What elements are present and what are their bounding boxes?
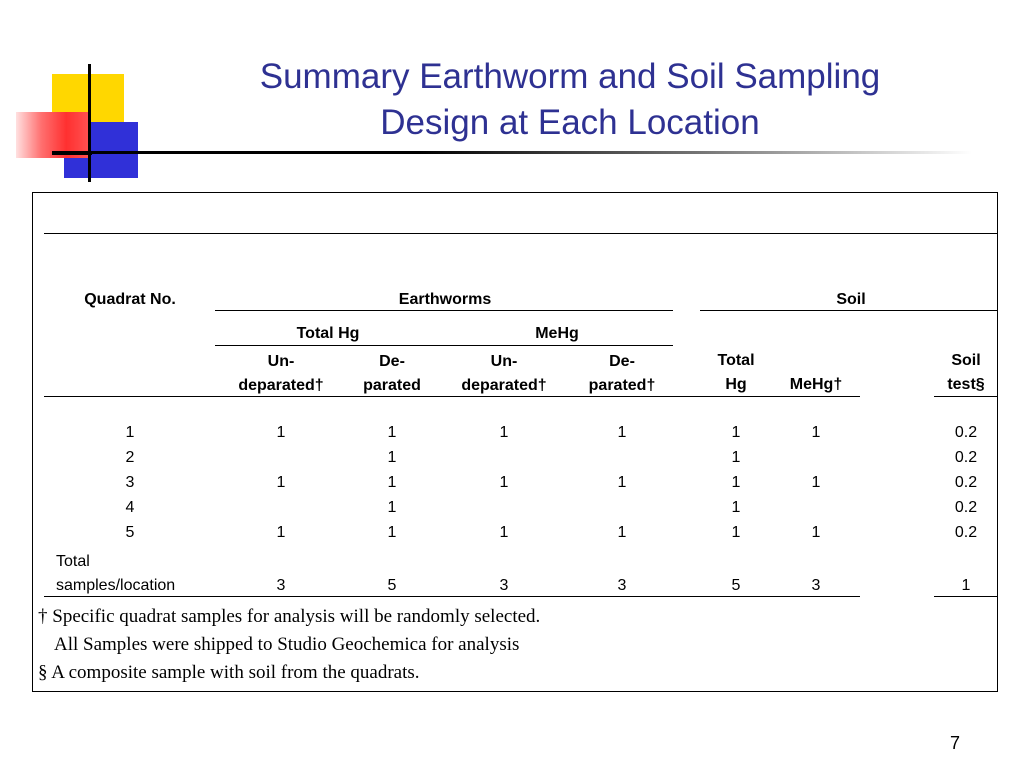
header-de-parated-2b: parated† xyxy=(588,377,656,394)
soil-underline xyxy=(700,310,998,311)
header-un-deparated-2b: deparated† xyxy=(461,377,547,394)
cell-thg-de: 1 xyxy=(387,424,397,441)
header-de-parated-1b: parated xyxy=(363,377,421,394)
header-soil-mehg: MeHg† xyxy=(789,376,843,393)
header-de-parated-1a: De- xyxy=(379,353,405,370)
earthworms-underline xyxy=(215,310,673,311)
cell-thg-de: 1 xyxy=(387,474,397,491)
cell-mehg-un: 1 xyxy=(499,474,509,491)
footnote-dagger: † Specific quadrat samples for analysis will be randomly selected. xyxy=(38,606,541,627)
cell-soil-thg: 1 xyxy=(731,499,741,516)
footnote-section: § A composite sample with soil from the quadrats. xyxy=(38,662,420,683)
header-bottom-rule-soiltest xyxy=(934,396,998,397)
cell-quadrat: 5 xyxy=(125,524,135,541)
total-label-b: samples/location xyxy=(56,577,176,594)
footnote-shipping: All Samples were shipped to Studio Geochemica for analysis xyxy=(54,634,520,655)
cell-thg-de: 1 xyxy=(387,524,397,541)
title-line-1: Summary Earthworm and Soil Sampling xyxy=(259,57,881,96)
total-soil-test: 1 xyxy=(961,577,971,594)
cell-soil-test: 0.2 xyxy=(954,499,978,516)
cell-soil-thg: 1 xyxy=(731,474,741,491)
cell-soil-thg: 1 xyxy=(731,524,741,541)
total-label-a: Total xyxy=(56,553,90,570)
total-soil-mehg: 3 xyxy=(811,577,821,594)
total-mehg-un: 3 xyxy=(499,577,509,594)
cell-mehg-de: 1 xyxy=(617,524,627,541)
cell-thg-un: 1 xyxy=(276,524,286,541)
header-soil-test-a: Soil xyxy=(951,352,981,369)
header-un-deparated-2a: Un- xyxy=(490,353,518,370)
cell-thg-un: 1 xyxy=(276,424,286,441)
cell-soil-mehg: 1 xyxy=(811,524,821,541)
header-soil-test-b: test§ xyxy=(947,376,985,393)
header-de-parated-2a: De- xyxy=(609,353,635,370)
cell-quadrat: 4 xyxy=(125,499,135,516)
cell-thg-un: 1 xyxy=(276,474,286,491)
cell-mehg-un: 1 xyxy=(499,424,509,441)
cell-soil-thg: 1 xyxy=(731,424,741,441)
cell-soil-test: 0.2 xyxy=(954,474,978,491)
title-underline xyxy=(52,151,972,154)
page-title xyxy=(200,54,940,146)
cell-soil-test: 0.2 xyxy=(954,524,978,541)
decorative-logo xyxy=(0,0,180,190)
cell-soil-thg: 1 xyxy=(731,449,741,466)
logo-vertical-line xyxy=(88,64,91,182)
header-earthworms: Earthworms xyxy=(398,291,492,308)
total-soil-thg: 5 xyxy=(731,577,741,594)
cell-soil-test: 0.2 xyxy=(954,424,978,441)
cell-thg-de: 1 xyxy=(387,449,397,466)
title-line-2: Design at Each Location xyxy=(380,103,760,142)
total-bottom-rule-soiltest xyxy=(934,596,998,597)
cell-thg-de: 1 xyxy=(387,499,397,516)
header-total-hg: Total Hg xyxy=(296,325,360,342)
total-thg-un: 3 xyxy=(276,577,286,594)
cell-soil-mehg: 1 xyxy=(811,474,821,491)
total-bottom-rule xyxy=(44,596,860,597)
cell-soil-test: 0.2 xyxy=(954,449,978,466)
cell-soil-mehg: 1 xyxy=(811,424,821,441)
total-mehg-de: 3 xyxy=(617,577,627,594)
header-soil-total-a: Total xyxy=(717,352,755,369)
header-mehg: MeHg xyxy=(535,325,579,342)
cell-mehg-un: 1 xyxy=(499,524,509,541)
top-rule xyxy=(44,233,998,234)
cell-quadrat: 1 xyxy=(125,424,135,441)
page-number: 7 xyxy=(950,733,961,753)
cell-mehg-de: 1 xyxy=(617,424,627,441)
header-un-deparated-1a: Un- xyxy=(267,353,295,370)
header-bottom-rule xyxy=(44,396,860,397)
total-thg-de: 5 xyxy=(387,577,397,594)
cell-quadrat: 2 xyxy=(125,449,135,466)
subgroup-underline xyxy=(215,345,673,346)
cell-mehg-de: 1 xyxy=(617,474,627,491)
cell-quadrat: 3 xyxy=(125,474,135,491)
header-soil: Soil xyxy=(836,291,866,308)
header-un-deparated-1b: deparated† xyxy=(238,377,324,394)
header-soil-total-b: Hg xyxy=(725,376,747,393)
header-quadrat: Quadrat No. xyxy=(84,291,176,308)
